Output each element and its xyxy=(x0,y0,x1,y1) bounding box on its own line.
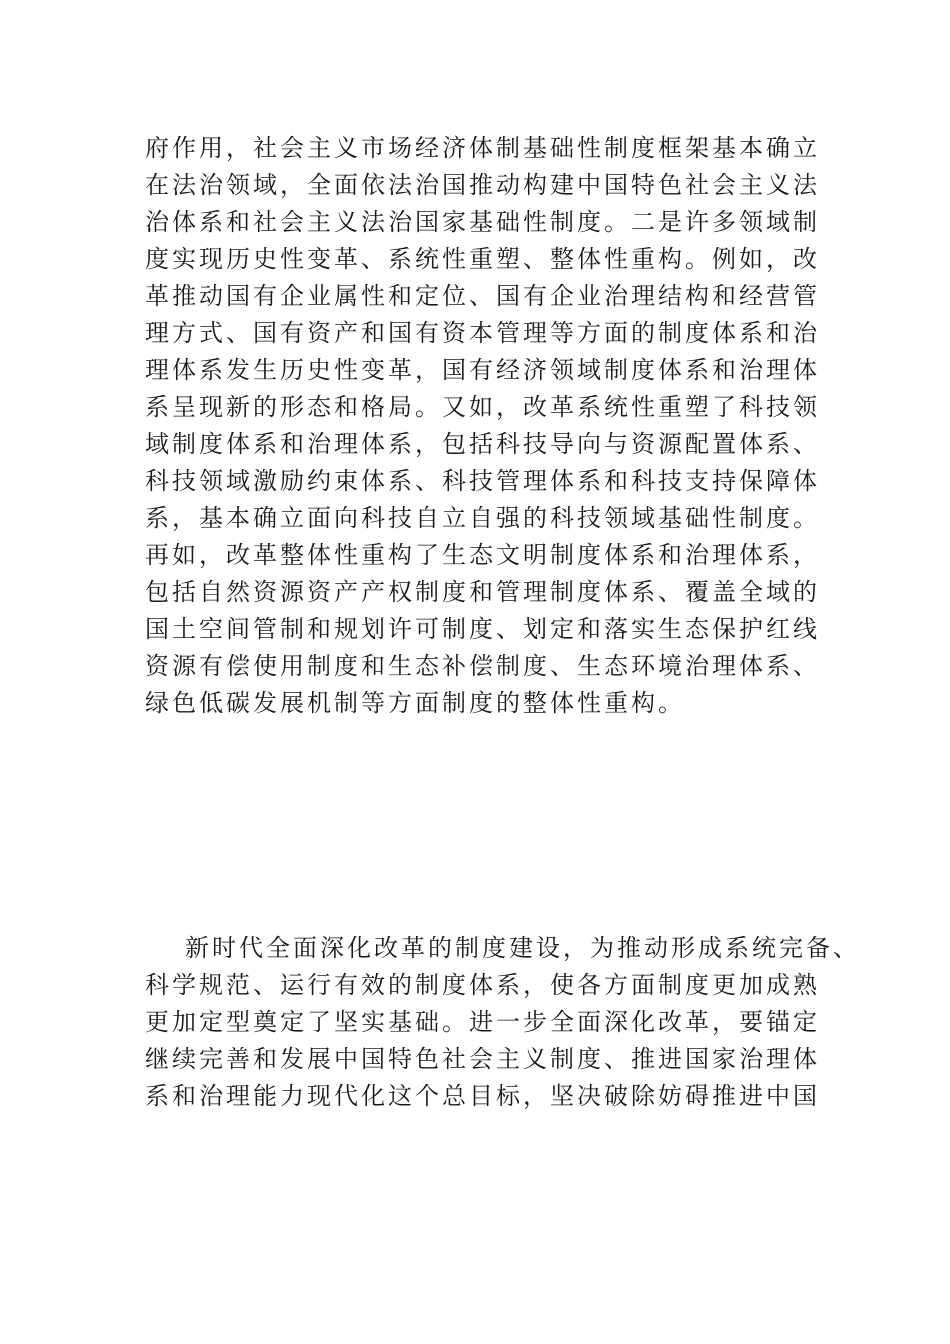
text-line: 新时代全面深化改革的制度建设，为推动形成系统完备、 xyxy=(185,934,860,962)
text-line: 系和治理能力现代化这个总目标，坚决破除妨碍推进中国 xyxy=(145,1082,820,1110)
text-line: 绿色低碳发展机制等方面制度的整体性重构。 xyxy=(145,689,685,717)
text-line: 资源有偿使用制度和生态补偿制度、生态环境治理体系、 xyxy=(145,652,820,680)
text-line: 治体系和社会主义法治国家基础性制度。二是许多领域制 xyxy=(145,208,820,236)
text-line: 革推动国有企业属性和定位、国有企业治理结构和经营管 xyxy=(145,282,820,310)
text-line: 再如，改革整体性重构了生态文明制度体系和治理体系， xyxy=(145,541,820,569)
text-line: 域制度体系和治理体系，包括科技导向与资源配置体系、 xyxy=(145,430,820,458)
text-line: 科技领域激励约束体系、科技管理体系和科技支持保障体 xyxy=(145,467,820,495)
text-line: 在法治领域，全面依法治国推动构建中国特色社会主义法 xyxy=(145,171,820,199)
text-line: 继续完善和发展中国特色社会主义制度、推进国家治理体 xyxy=(145,1045,820,1073)
text-line: 包括自然资源资产产权制度和管理制度体系、覆盖全域的 xyxy=(145,578,820,606)
text-line: 更加定型奠定了坚实基础。进一步全面深化改革，要锚定 xyxy=(145,1008,820,1036)
paragraph-1 xyxy=(145,130,820,722)
text-line: 府作用，社会主义市场经济体制基础性制度框架基本确立 xyxy=(145,134,820,162)
text-line: 理方式、国有资产和国有资本管理等方面的制度体系和治 xyxy=(145,319,820,347)
text-line: 科学规范、运行有效的制度体系，使各方面制度更加成熟 xyxy=(145,971,820,999)
paragraph-2 xyxy=(145,930,860,1115)
text-line: 系，基本确立面向科技自立自强的科技领域基础性制度。 xyxy=(145,504,820,532)
text-line: 度实现历史性变革、系统性重塑、整体性重构。例如，改 xyxy=(145,245,820,273)
text-line: 系呈现新的形态和格局。又如，改革系统性重塑了科技领 xyxy=(145,393,820,421)
text-line: 国土空间管制和规划许可制度、划定和落实生态保护红线 xyxy=(145,615,820,643)
text-line: 理体系发生历史性变革，国有经济领域制度体系和治理体 xyxy=(145,356,820,384)
